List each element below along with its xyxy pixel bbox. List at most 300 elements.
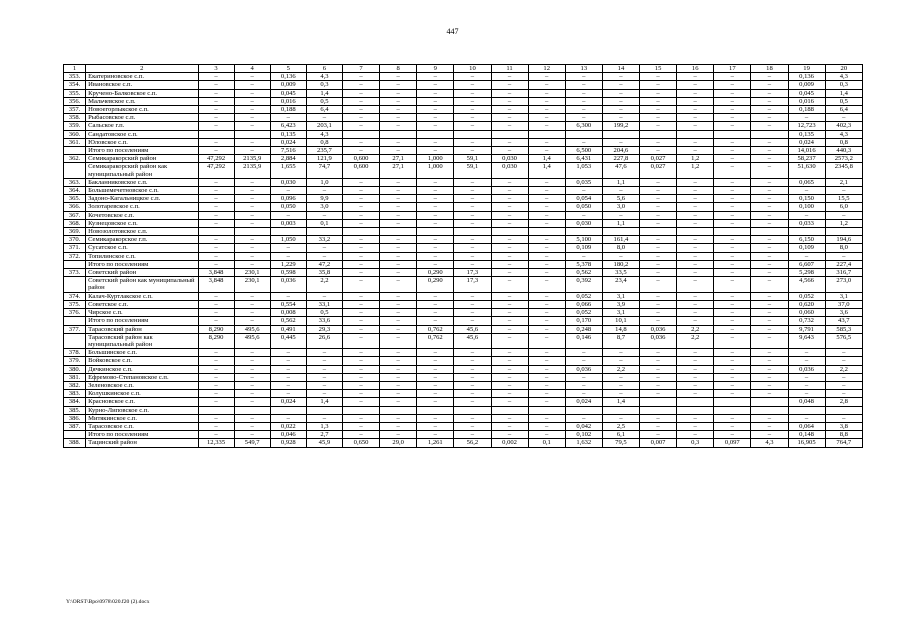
value-cell: 0,009 — [270, 81, 306, 89]
value-cell — [528, 228, 565, 236]
value-cell: – — [714, 138, 751, 146]
value-cell: – — [306, 357, 342, 365]
value-cell: – — [198, 114, 234, 122]
value-cell: – — [677, 277, 714, 292]
value-cell — [640, 398, 677, 406]
value-cell: 0,445 — [270, 333, 306, 348]
value-cell: – — [343, 357, 380, 365]
value-cell: – — [306, 211, 342, 219]
value-cell: 0,016 — [270, 97, 306, 105]
value-cell: 0,002 — [491, 439, 528, 447]
value-cell: – — [602, 81, 639, 89]
value-cell: – — [198, 203, 234, 211]
value-cell: 3,1 — [602, 309, 639, 317]
value-cell: 0,036 — [640, 333, 677, 348]
value-cell: 1,050 — [270, 236, 306, 244]
value-cell: – — [751, 252, 788, 260]
value-cell: – — [343, 97, 380, 105]
row-number-cell: 364. — [64, 187, 86, 195]
value-cell: – — [270, 349, 306, 357]
value-cell: – — [640, 300, 677, 308]
row-number-cell: 365. — [64, 195, 86, 203]
value-cell: 0,650 — [343, 439, 380, 447]
table-row — [64, 431, 863, 439]
value-cell: 0,392 — [565, 277, 602, 292]
value-cell: – — [198, 244, 234, 252]
row-number-cell: 353. — [64, 73, 86, 81]
name-cell: Тарасовское с.п. — [86, 422, 198, 430]
value-cell: – — [602, 414, 639, 422]
value-cell: – — [825, 381, 862, 389]
value-cell: – — [714, 122, 751, 130]
row-number-cell — [64, 317, 86, 325]
value-cell: – — [380, 398, 417, 406]
value-cell: – — [417, 122, 454, 130]
row-number-cell — [64, 333, 86, 348]
value-cell: – — [714, 178, 751, 186]
value-cell: – — [640, 244, 677, 252]
value-cell: 0,109 — [788, 244, 825, 252]
value-cell: 585,3 — [825, 325, 862, 333]
value-cell: 0,554 — [270, 300, 306, 308]
value-cell: – — [234, 195, 270, 203]
value-cell: – — [343, 81, 380, 89]
value-cell: 6,150 — [788, 236, 825, 244]
value-cell: 3,0 — [602, 203, 639, 211]
value-cell: – — [528, 431, 565, 439]
value-cell: – — [380, 365, 417, 373]
row-number-cell: 363. — [64, 178, 86, 186]
value-cell: 0,048 — [788, 398, 825, 406]
value-cell: 17,3 — [454, 269, 491, 277]
value-cell: – — [528, 244, 565, 252]
value-cell: – — [528, 106, 565, 114]
value-cell: – — [788, 187, 825, 195]
value-cell: – — [602, 211, 639, 219]
value-cell: – — [677, 349, 714, 357]
value-cell: 1,000 — [417, 163, 454, 178]
value-cell: – — [454, 178, 491, 186]
value-cell — [565, 406, 602, 414]
value-cell: 1,000 — [417, 155, 454, 163]
value-cell: – — [454, 309, 491, 317]
value-cell: – — [528, 187, 565, 195]
value-cell: – — [565, 138, 602, 146]
value-cell: – — [343, 73, 380, 81]
value-cell: 2345,8 — [825, 163, 862, 178]
value-cell: – — [640, 414, 677, 422]
value-cell: – — [380, 381, 417, 389]
value-cell: – — [751, 349, 788, 357]
value-cell: – — [380, 138, 417, 146]
value-cell: – — [198, 252, 234, 260]
value-cell: – — [751, 147, 788, 155]
value-cell: 0,016 — [788, 97, 825, 105]
value-cell: – — [677, 122, 714, 130]
value-cell: – — [714, 333, 751, 348]
value-cell: 2,2 — [825, 365, 862, 373]
value-cell: – — [788, 414, 825, 422]
value-cell: 13 — [565, 65, 602, 73]
value-cell: – — [270, 114, 306, 122]
value-cell: – — [417, 317, 454, 325]
row-number-cell: 359. — [64, 122, 86, 130]
value-cell: – — [640, 431, 677, 439]
value-cell: – — [343, 398, 380, 406]
value-cell: 230,1 — [234, 269, 270, 277]
table-row — [64, 252, 863, 260]
value-cell: – — [751, 357, 788, 365]
value-cell: – — [270, 252, 306, 260]
value-cell: – — [825, 349, 862, 357]
value-cell: 33,6 — [306, 317, 342, 325]
value-cell: – — [677, 365, 714, 373]
value-cell: – — [677, 309, 714, 317]
name-cell: Советское с.п. — [86, 300, 198, 308]
value-cell: 0,5 — [825, 97, 862, 105]
value-cell: – — [491, 195, 528, 203]
value-cell: – — [491, 269, 528, 277]
value-cell: – — [198, 365, 234, 373]
value-cell — [677, 398, 714, 406]
value-cell: – — [417, 292, 454, 300]
row-number-cell: 361. — [64, 138, 86, 146]
value-cell: 0,102 — [565, 431, 602, 439]
value-cell: 3,1 — [602, 292, 639, 300]
value-cell — [306, 406, 342, 414]
value-cell: 4 — [234, 65, 270, 73]
value-cell: 1,4 — [528, 155, 565, 163]
value-cell: 1,655 — [270, 163, 306, 178]
value-cell: 0,109 — [565, 244, 602, 252]
value-cell: 5,298 — [788, 269, 825, 277]
table-row — [64, 106, 863, 114]
value-cell: 0,030 — [270, 178, 306, 186]
value-cell: – — [640, 106, 677, 114]
value-cell: – — [565, 73, 602, 81]
value-cell: – — [454, 195, 491, 203]
value-cell: 0,188 — [270, 106, 306, 114]
value-cell — [234, 406, 270, 414]
value-cell: – — [602, 106, 639, 114]
value-cell: 47,292 — [198, 163, 234, 178]
name-cell: Ефремово-Степановское с.п. — [86, 373, 198, 381]
value-cell: – — [677, 431, 714, 439]
value-cell: 6,1 — [602, 431, 639, 439]
value-cell: – — [234, 122, 270, 130]
value-cell: – — [306, 390, 342, 398]
value-cell: 47,2 — [306, 260, 342, 268]
value-cell: – — [198, 147, 234, 155]
value-cell: – — [306, 365, 342, 373]
table-row — [64, 333, 863, 348]
value-cell: – — [640, 147, 677, 155]
value-cell: – — [714, 252, 751, 260]
value-cell: – — [417, 89, 454, 97]
value-cell: 3 — [198, 65, 234, 73]
value-cell: – — [343, 349, 380, 357]
value-cell: – — [751, 292, 788, 300]
name-cell: Большемечетновское с.п. — [86, 187, 198, 195]
value-cell: – — [380, 236, 417, 244]
value-cell: – — [565, 97, 602, 105]
value-cell: – — [677, 219, 714, 227]
value-cell: – — [677, 114, 714, 122]
value-cell: – — [198, 317, 234, 325]
value-cell: – — [788, 390, 825, 398]
value-cell: – — [417, 73, 454, 81]
value-cell: 5 — [270, 65, 306, 73]
value-cell: – — [198, 211, 234, 219]
value-cell: – — [454, 365, 491, 373]
value-cell: – — [234, 373, 270, 381]
value-cell: – — [270, 211, 306, 219]
value-cell — [602, 406, 639, 414]
value-cell: – — [417, 422, 454, 430]
value-cell: – — [234, 203, 270, 211]
value-cell: – — [751, 244, 788, 252]
value-cell: 17,3 — [454, 277, 491, 292]
value-cell: – — [640, 89, 677, 97]
row-number-cell: 378. — [64, 349, 86, 357]
value-cell: – — [528, 219, 565, 227]
row-number-cell: 382. — [64, 381, 86, 389]
value-cell: 0,007 — [640, 439, 677, 447]
row-number-cell: 366. — [64, 203, 86, 211]
value-cell: – — [528, 260, 565, 268]
value-cell: – — [454, 260, 491, 268]
row-number-cell: 367. — [64, 211, 86, 219]
table-row — [64, 114, 863, 122]
value-cell: – — [380, 260, 417, 268]
value-cell: – — [714, 422, 751, 430]
value-cell: 0,066 — [565, 300, 602, 308]
row-number-cell: 376. — [64, 309, 86, 317]
value-cell: – — [454, 300, 491, 308]
value-cell — [640, 406, 677, 414]
value-cell: – — [380, 277, 417, 292]
table-row — [64, 406, 863, 414]
row-number-cell: 387. — [64, 422, 86, 430]
value-cell: – — [528, 390, 565, 398]
table-row — [64, 317, 863, 325]
value-cell: – — [491, 252, 528, 260]
value-cell: – — [677, 138, 714, 146]
value-cell: 0,8 — [825, 138, 862, 146]
value-cell: – — [714, 97, 751, 105]
value-cell: – — [343, 414, 380, 422]
value-cell: – — [714, 89, 751, 97]
row-number-cell — [64, 260, 86, 268]
value-cell: – — [751, 187, 788, 195]
value-cell: – — [528, 398, 565, 406]
value-cell: – — [825, 211, 862, 219]
value-cell: – — [751, 81, 788, 89]
table-row — [64, 130, 863, 138]
value-cell: – — [751, 163, 788, 178]
value-cell: – — [677, 97, 714, 105]
value-cell: – — [198, 381, 234, 389]
table-row — [64, 398, 863, 406]
value-cell: – — [454, 219, 491, 227]
name-cell: 2 — [86, 65, 198, 73]
name-cell: Митякинское с.п. — [86, 414, 198, 422]
table-row — [64, 381, 863, 389]
value-cell: – — [640, 178, 677, 186]
row-number-cell: 380. — [64, 365, 86, 373]
value-cell: – — [528, 373, 565, 381]
name-cell: Кручено-Балковское с.п. — [86, 89, 198, 97]
value-cell: – — [491, 203, 528, 211]
value-cell: – — [640, 122, 677, 130]
value-cell: 2135,9 — [234, 155, 270, 163]
value-cell: – — [306, 187, 342, 195]
value-cell: – — [491, 431, 528, 439]
value-cell: 8,0 — [825, 244, 862, 252]
value-cell: 0,8 — [306, 138, 342, 146]
value-cell: 0,052 — [565, 309, 602, 317]
value-cell: 16,905 — [788, 439, 825, 447]
value-cell: – — [528, 365, 565, 373]
value-cell: – — [380, 269, 417, 277]
value-cell: – — [380, 89, 417, 97]
value-cell: 1,1 — [602, 219, 639, 227]
value-cell: – — [640, 97, 677, 105]
row-number-cell: 357. — [64, 106, 86, 114]
value-cell: 14,8 — [602, 325, 639, 333]
value-cell: – — [491, 317, 528, 325]
value-cell: – — [417, 431, 454, 439]
value-cell: – — [343, 260, 380, 268]
value-cell: 74,7 — [306, 163, 342, 178]
value-cell: 6,4 — [825, 106, 862, 114]
value-cell: 8,0 — [602, 244, 639, 252]
value-cell: – — [454, 414, 491, 422]
value-cell: 0,024 — [270, 138, 306, 146]
footer-file-path: Y:\ORST\Bpo\0978\020.f20 (2).docx — [66, 599, 150, 605]
value-cell: 235,7 — [306, 147, 342, 155]
value-cell: – — [640, 203, 677, 211]
table-row — [64, 203, 863, 211]
value-cell: – — [677, 244, 714, 252]
value-cell: – — [417, 219, 454, 227]
value-cell: – — [677, 292, 714, 300]
value-cell: – — [528, 138, 565, 146]
value-cell: 0,097 — [714, 439, 751, 447]
value-cell: – — [751, 325, 788, 333]
value-cell: – — [602, 357, 639, 365]
value-cell: – — [528, 203, 565, 211]
value-cell: 0,136 — [270, 73, 306, 81]
value-cell: 1,229 — [270, 260, 306, 268]
value-cell: 33,2 — [306, 236, 342, 244]
value-cell: – — [528, 277, 565, 292]
value-cell: – — [270, 292, 306, 300]
value-cell: – — [640, 357, 677, 365]
value-cell: – — [234, 252, 270, 260]
value-cell: – — [788, 252, 825, 260]
value-cell: 9,643 — [788, 333, 825, 348]
value-cell: 8,8 — [825, 431, 862, 439]
value-cell: – — [417, 381, 454, 389]
value-cell: 0,046 — [270, 431, 306, 439]
table-header-row — [64, 65, 863, 73]
value-cell: – — [270, 373, 306, 381]
value-cell: 0,3 — [306, 81, 342, 89]
value-cell: 6,4 — [306, 106, 342, 114]
value-cell: 2,2 — [306, 277, 342, 292]
value-cell: 0,598 — [270, 269, 306, 277]
value-cell — [454, 228, 491, 236]
name-cell: Новоегорлыкское с.п. — [86, 106, 198, 114]
value-cell: – — [234, 138, 270, 146]
value-cell: – — [198, 106, 234, 114]
value-cell — [343, 406, 380, 414]
value-cell: – — [714, 155, 751, 163]
name-cell: Кузнецовское с.п. — [86, 219, 198, 227]
value-cell: 1,1 — [602, 178, 639, 186]
value-cell: – — [234, 81, 270, 89]
value-cell: – — [417, 187, 454, 195]
value-cell: 0,033 — [788, 219, 825, 227]
name-cell: Сусатское с.п. — [86, 244, 198, 252]
row-number-cell: 379. — [64, 357, 86, 365]
value-cell: 0,562 — [565, 269, 602, 277]
value-cell: – — [640, 269, 677, 277]
value-cell: 12,723 — [788, 122, 825, 130]
value-cell: – — [417, 414, 454, 422]
value-cell: – — [198, 73, 234, 81]
value-cell: – — [343, 114, 380, 122]
name-cell: Юловское с.п. — [86, 138, 198, 146]
value-cell: – — [198, 81, 234, 89]
value-cell: – — [234, 431, 270, 439]
name-cell: Семикаракорский район как муниципальный район — [86, 163, 198, 178]
name-cell: Итого по поселениям — [86, 431, 198, 439]
value-cell: – — [751, 333, 788, 348]
value-cell: 10 — [454, 65, 491, 73]
value-cell: – — [751, 373, 788, 381]
value-cell: – — [491, 187, 528, 195]
value-cell: – — [491, 244, 528, 252]
value-cell: – — [270, 390, 306, 398]
value-cell: – — [198, 414, 234, 422]
value-cell: – — [343, 269, 380, 277]
value-cell: – — [714, 211, 751, 219]
value-cell: 59,1 — [454, 155, 491, 163]
value-cell: – — [640, 309, 677, 317]
value-cell: – — [454, 211, 491, 219]
value-cell: 1,4 — [528, 163, 565, 178]
value-cell: – — [343, 219, 380, 227]
data-table — [63, 64, 863, 448]
value-cell: – — [751, 138, 788, 146]
value-cell: 0,036 — [788, 365, 825, 373]
value-cell: – — [714, 309, 751, 317]
value-cell: – — [454, 390, 491, 398]
value-cell: 0,3 — [677, 439, 714, 447]
table-body — [64, 65, 863, 448]
row-number-cell: 381. — [64, 373, 86, 381]
value-cell: 45,9 — [306, 439, 342, 447]
value-cell: – — [491, 81, 528, 89]
value-cell: 3,1 — [825, 292, 862, 300]
value-cell: 0,030 — [565, 219, 602, 227]
value-cell: – — [198, 300, 234, 308]
value-cell: – — [343, 325, 380, 333]
value-cell: 0,732 — [788, 317, 825, 325]
value-cell: 2135,9 — [234, 163, 270, 178]
